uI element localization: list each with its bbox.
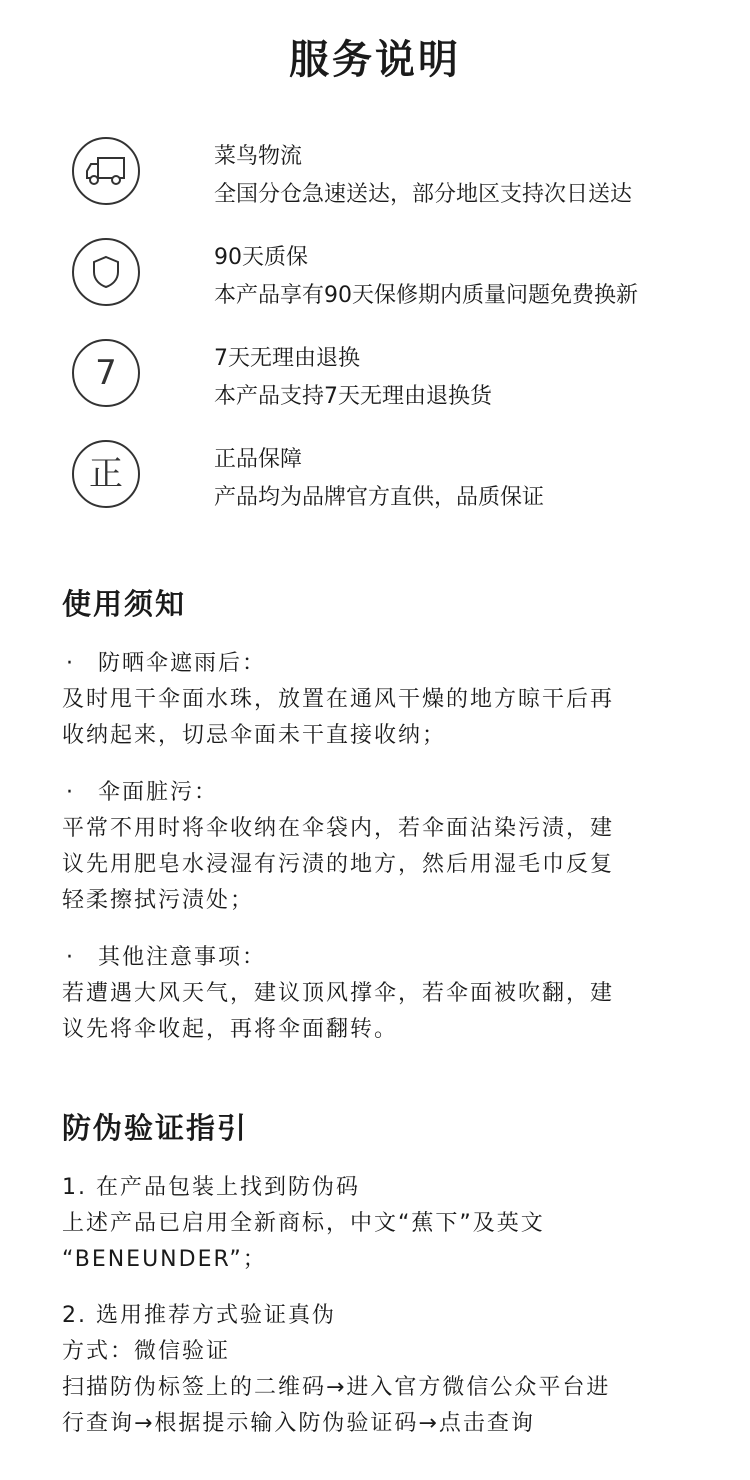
genuine-icon bbox=[72, 440, 140, 508]
service-name: 菜鸟物流 bbox=[214, 144, 303, 169]
usage-item-line: 收纳起来，切忌伞面未干直接收纳； bbox=[62, 723, 447, 748]
seven-glyph: 7 bbox=[95, 353, 117, 393]
service-name: 90天质保 bbox=[214, 245, 308, 270]
usage-item-line: 平常不用时将伞收纳在伞袋内，若伞面沾染污渍，建 bbox=[62, 816, 615, 841]
usage-item-line: 若遭遇大风天气，建议顶风撑伞，若伞面被吹翻，建 bbox=[62, 981, 615, 1006]
anti-fake-step-line: 扫描防伪标签上的二维码→进入官方微信公众平台进 bbox=[62, 1375, 611, 1400]
bullet-dot: · bbox=[66, 780, 75, 805]
usage-item-head bbox=[62, 940, 702, 976]
truck-icon bbox=[72, 137, 140, 205]
usage-item-head bbox=[62, 646, 702, 682]
usage-item-line: 议先用肥皂水浸湿有污渍的地方，然后用湿毛巾反复 bbox=[62, 852, 615, 877]
anti-fake-step-line: 上述产品已启用全新商标，中文“蕉下”及英文 bbox=[62, 1211, 545, 1236]
page-title: 服务说明 bbox=[289, 37, 461, 83]
usage-item-line: 及时甩干伞面水珠，放置在通风干燥的地方晾干后再 bbox=[62, 687, 615, 712]
service-name: 7天无理由退换 bbox=[214, 346, 360, 371]
anti-fake-step bbox=[62, 1170, 702, 1278]
bullet-dot: · bbox=[66, 945, 75, 970]
anti-fake-step bbox=[62, 1298, 702, 1442]
usage-item-title: 伞面脏污： bbox=[98, 780, 219, 805]
service-desc: 本产品享有90天保修期内质量问题免费换新 bbox=[214, 283, 638, 308]
usage-item-head bbox=[62, 775, 702, 811]
seven-icon bbox=[72, 339, 140, 407]
usage-item-title: 其他注意事项： bbox=[98, 945, 267, 970]
shield-icon bbox=[72, 238, 140, 306]
anti-fake-step-line: 方式：微信验证 bbox=[62, 1339, 231, 1364]
anti-fake-heading: 防伪验证指引 bbox=[62, 1111, 249, 1145]
service-desc: 全国分仓急速送达，部分地区支持次日送达 bbox=[214, 182, 633, 207]
anti-fake-step-line: “BENEUNDER”； bbox=[62, 1247, 267, 1272]
usage-item bbox=[62, 940, 702, 1048]
usage-item-line: 议先将伞收起，再将伞面翻转。 bbox=[62, 1017, 399, 1042]
anti-fake-step-title: 1. 在产品包装上找到防伪码 bbox=[62, 1175, 360, 1200]
service-name: 正品保障 bbox=[214, 447, 303, 472]
service-genuine bbox=[0, 440, 750, 540]
service-warranty bbox=[0, 238, 750, 338]
anti-fake-step-title: 2. 选用推荐方式验证真伪 bbox=[62, 1303, 336, 1328]
service-desc: 本产品支持7天无理由退换货 bbox=[214, 384, 492, 409]
service-logistics bbox=[0, 137, 750, 237]
bullet-dot: · bbox=[66, 651, 75, 676]
usage-item bbox=[62, 775, 702, 919]
usage-item bbox=[62, 646, 702, 754]
service-desc: 产品均为品牌官方直供，品质保证 bbox=[214, 485, 545, 510]
service-return bbox=[0, 339, 750, 439]
usage-item-line: 轻柔擦拭污渍处； bbox=[62, 888, 255, 913]
anti-fake-step-line: 行查询→根据提示输入防伪验证码→点击查询 bbox=[62, 1411, 535, 1436]
genuine-glyph: 正 bbox=[89, 454, 123, 494]
usage-item-title: 防晒伞遮雨后： bbox=[98, 651, 267, 676]
usage-heading: 使用须知 bbox=[62, 587, 187, 621]
